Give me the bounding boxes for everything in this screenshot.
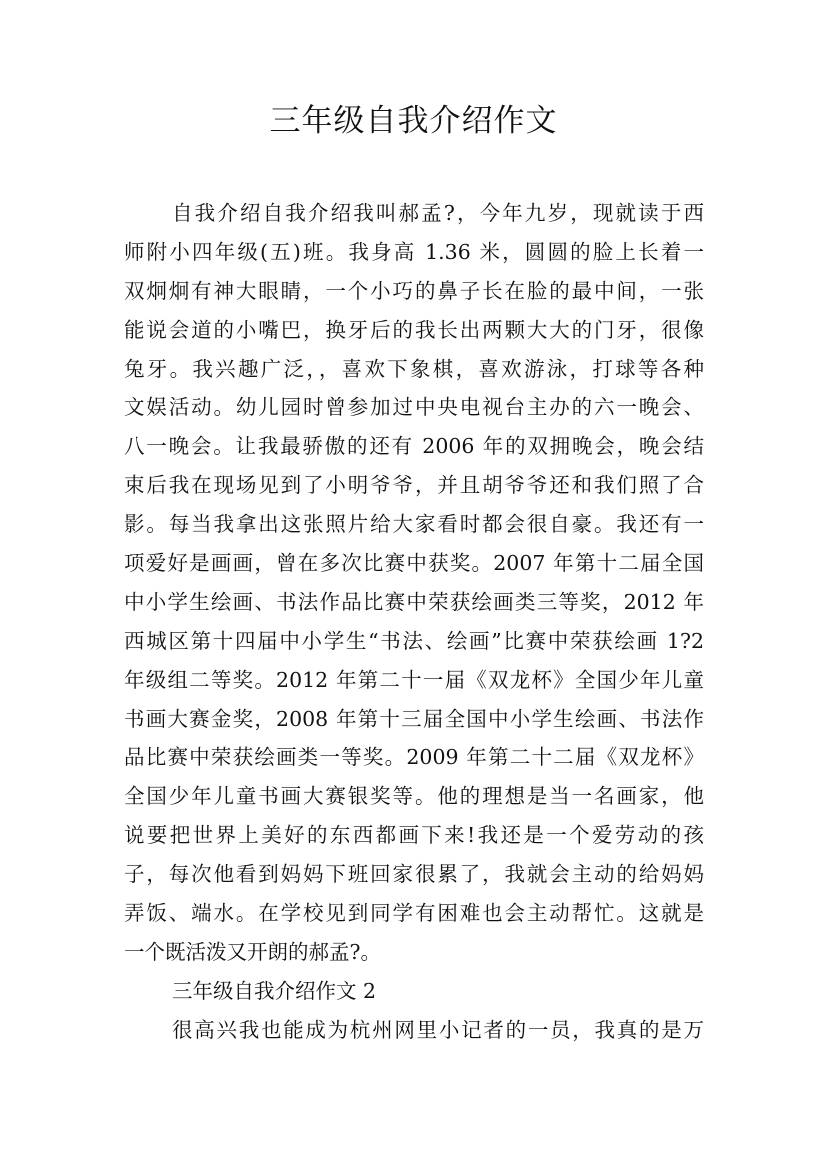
- paragraph-line: 八一晚会。让我最骄傲的还有 2006 年的双拥晚会，晚会结: [124, 434, 704, 459]
- paragraph-line: 子，每次他看到妈妈下班回家很累了，我就会主动的给妈妈: [124, 862, 704, 887]
- section-heading: 三年级自我介绍作文 2: [172, 978, 377, 1003]
- paragraph-line: 书画大赛金奖，2008 年第十三届全国中小学生绘画、书法作: [124, 706, 704, 731]
- paragraph-line: 文娱活动。幼儿园时曾参加过中央电视台主办的六一晚会、: [124, 395, 704, 420]
- paragraph-line: 品比赛中荣获绘画类一等奖。2009 年第二十二届《双龙杯》: [124, 745, 704, 770]
- paragraph-line: 中小学生绘画、书法作品比赛中荣获绘画类三等奖，2012 年: [124, 589, 704, 614]
- paragraph-line: 师附小四年级(五)班。我身高 1.36 米，圆圆的脸上长着一: [124, 239, 704, 264]
- paragraph-line: 说要把世界上美好的东西都画下来!我还是一个爱劳动的孩: [124, 823, 704, 848]
- paragraph-line: 弄饭、端水。在学校见到同学有困难也会主动帮忙。这就是: [124, 901, 704, 926]
- paragraph-line: 兔牙。我兴趣广泛，，喜欢下象棋，喜欢游泳，打球等各种: [124, 356, 704, 381]
- paragraph-line: 自我介绍自我介绍我叫郝孟?，今年九岁，现就读于西: [172, 201, 704, 225]
- paragraph-line: 年级组二等奖。2012 年第二十一届《双龙杯》全国少年儿童: [124, 667, 704, 692]
- paragraph-line: 全国少年儿童书画大赛银奖等。他的理想是当一名画家，他: [124, 784, 704, 809]
- paragraph-line: 西城区第十四届中小学生“书法、绘画”比赛中荣获绘画 1?2: [124, 628, 704, 653]
- paragraph-line: 很高兴我也能成为杭州网里小记者的一员，我真的是万: [172, 1017, 704, 1042]
- paragraph-line: 项爱好是画画，曾在多次比赛中获奖。2007 年第十二届全国: [124, 551, 704, 576]
- paragraph-line: 束后我在现场见到了小明爷爷，并且胡爷爷还和我们照了合: [124, 473, 704, 498]
- document-body: [124, 194, 704, 1050]
- document-title: 三年级自我介绍作文: [269, 103, 558, 139]
- paragraph-line: 能说会道的小嘴巴，换牙后的我长出两颗大大的门牙，很像: [124, 317, 704, 342]
- paragraph-line: 影。每当我拿出这张照片给大家看时都会很自豪。我还有一: [124, 512, 704, 537]
- paragraph-line: 一个既活泼又开朗的郝孟?。: [124, 939, 381, 964]
- paragraph-line: 双炯炯有神大眼睛，一个小巧的鼻子长在脸的最中间，一张: [124, 278, 704, 303]
